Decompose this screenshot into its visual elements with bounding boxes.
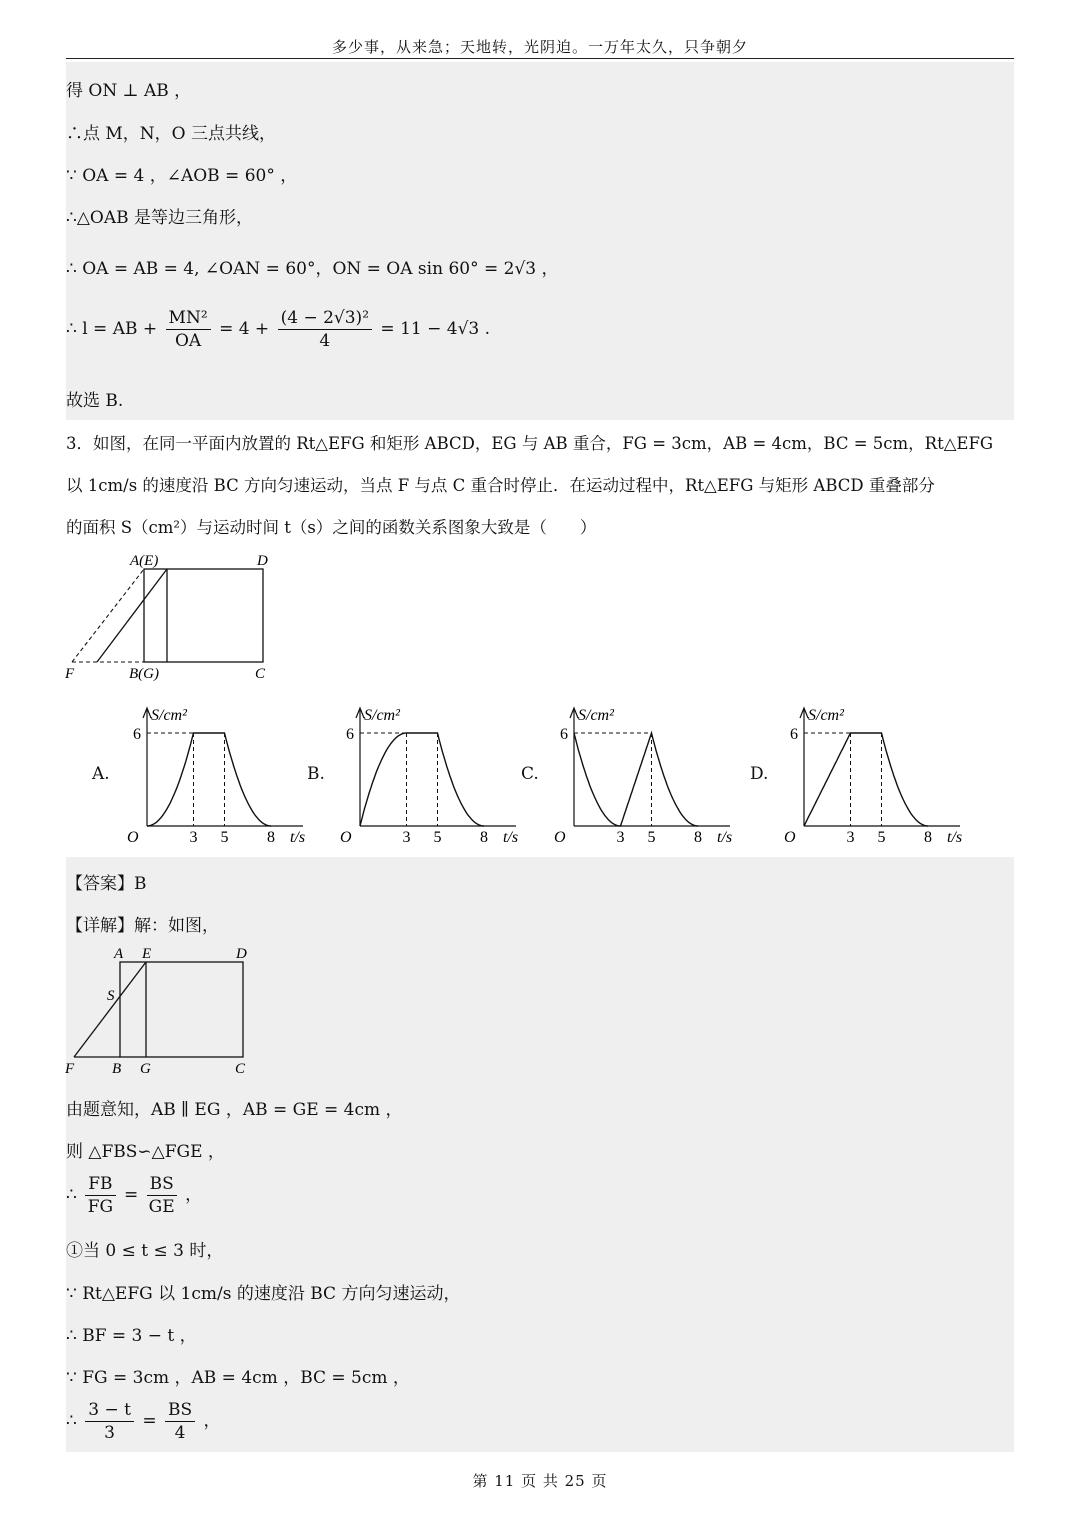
fraction-numerator: MN² <box>166 308 211 330</box>
rectangle-abcd <box>120 962 243 1057</box>
fraction-denominator: GE <box>148 1197 175 1217</box>
formula-prefix: ∴ l = AB + <box>66 319 158 339</box>
fraction-numerator: BS <box>147 1174 177 1196</box>
equals-sign: = <box>142 1411 157 1431</box>
y-axis-label: S/cm² <box>578 707 614 724</box>
fraction-denominator: FG <box>87 1197 114 1217</box>
solution-line-2: 则 △FBS∽△FGE ， <box>66 1142 225 1162</box>
origin-label: O <box>340 829 352 846</box>
prev-line-5: ∴ OA = AB = 4, ∠OAN = 60°，ON = OA sin 60° = 2√3 ， <box>66 259 559 279</box>
fraction-3-t-over-3 <box>85 1400 134 1443</box>
y-axis-label: S/cm² <box>364 707 400 724</box>
fraction-fb-fg <box>85 1174 115 1217</box>
option-b-graph <box>333 700 528 850</box>
question-line-1: 3．如图，在同一平面内放置的 Rt△EFG 和矩形 ABCD，EG 与 AB 重合，FG = 3cm，AB = 4cm，BC = 5cm，Rt△EFG <box>66 434 994 453</box>
function-curve <box>574 733 698 826</box>
fraction-numerator: BS <box>165 1400 195 1422</box>
label-g: G <box>140 1061 151 1077</box>
label-e: E <box>142 946 152 962</box>
x-tick-5: 5 <box>433 829 442 846</box>
label-c: C <box>255 666 266 682</box>
x-tick-3: 3 <box>189 829 198 846</box>
solution-line-4: ①当 0 ≤ t ≤ 3 时， <box>66 1241 224 1261</box>
origin-label: O <box>784 829 796 846</box>
label-d: D <box>257 553 268 569</box>
fraction-mn-oa <box>166 308 211 351</box>
option-a-letter: A. <box>92 764 110 784</box>
solution-line-1: 由题意知，AB ∥ EG ，AB = GE = 4cm ， <box>66 1100 403 1120</box>
x-tick-3: 3 <box>402 829 411 846</box>
fraction-bs-over-4 <box>165 1400 195 1443</box>
comma: ， <box>185 1185 203 1205</box>
comma: ， <box>203 1411 221 1431</box>
solution-line-7: ∵ FG = 3cm ，AB = 4cm ，BC = 5cm ， <box>66 1368 410 1388</box>
solution-line-6: ∴ BF = 3 − t ， <box>66 1326 197 1346</box>
fraction-square <box>278 308 372 351</box>
x-tick-8: 8 <box>924 829 932 846</box>
solution-figure <box>60 942 270 1082</box>
option-d-letter: D. <box>750 764 769 784</box>
x-axis-label: t/s <box>717 829 733 846</box>
equals-sign: = <box>123 1185 139 1205</box>
x-tick-5: 5 <box>220 829 229 846</box>
origin-label: O <box>127 829 139 846</box>
prev-line-2: ∴点 M，N，O 三点共线， <box>66 124 277 144</box>
segment-ef <box>74 962 146 1057</box>
prev-line-3: ∵ OA = 4 ，∠AOB = 60° ， <box>66 166 298 186</box>
therefore-symbol: ∴ <box>66 1411 77 1431</box>
answer-detail: 【详解】解：如图， <box>66 916 219 936</box>
x-axis-label: t/s <box>503 829 519 846</box>
function-curve <box>360 733 484 826</box>
option-c-graph <box>547 700 742 850</box>
solution-line-5: ∵ Rt△EFG 以 1cm/s 的速度沿 BC 方向匀速运动， <box>66 1284 461 1304</box>
y-axis-label: S/cm² <box>151 707 187 724</box>
origin-label: O <box>554 829 566 846</box>
label-f: F <box>65 666 75 682</box>
prev-solution-block <box>66 62 1014 420</box>
function-curve <box>804 733 928 826</box>
option-c-letter: C. <box>521 764 539 784</box>
header-motto: 多少事，从来急；天地转，光阴迫。一万年太久，只争朝夕 <box>331 38 748 56</box>
label-f: F <box>65 1061 75 1077</box>
x-tick-8: 8 <box>267 829 275 846</box>
y-tick-6: 6 <box>560 726 568 743</box>
x-tick-8: 8 <box>694 829 702 846</box>
formula-end: = 11 − 4√3 . <box>380 319 491 339</box>
question-line-3: 的面积 S（cm²）与运动时间 t（s）之间的函数关系图象大致是（ ） <box>66 518 597 537</box>
therefore-symbol: ∴ <box>66 1185 77 1205</box>
answer-label: 【答案】B <box>66 874 147 894</box>
page-number: 第 11 页 共 25 页 <box>472 1472 608 1490</box>
prev-line-4: ∴△OAB 是等边三角形， <box>66 208 253 228</box>
question-line-2: 以 1cm/s 的速度沿 BC 方向匀速运动，当点 F 与点 C 重合时停止．在运动过程中，Rt△EFG 与矩形 ABCD 重叠部分 <box>66 476 935 495</box>
label-b-g: B(G) <box>129 666 159 682</box>
solution-line-8 <box>66 1400 221 1443</box>
option-d-graph <box>777 700 972 850</box>
x-tick-5: 5 <box>877 829 886 846</box>
fraction-denominator: 4 <box>319 331 331 351</box>
question-figure <box>60 548 290 688</box>
label-a-e: A(E) <box>130 553 159 569</box>
y-tick-6: 6 <box>133 726 141 743</box>
page-header <box>66 0 1014 59</box>
prev-line-1: 得 ON ⊥ AB ， <box>66 81 192 101</box>
label-a: A <box>114 946 124 962</box>
label-c: C <box>235 1061 246 1077</box>
x-tick-3: 3 <box>616 829 625 846</box>
rectangle-abcd <box>144 569 263 662</box>
x-axis-label: t/s <box>947 829 963 846</box>
x-tick-5: 5 <box>647 829 656 846</box>
y-tick-6: 6 <box>790 726 798 743</box>
option-a-graph <box>120 700 315 850</box>
fraction-bs-ge <box>147 1174 177 1217</box>
y-tick-6: 6 <box>346 726 354 743</box>
x-tick-3: 3 <box>846 829 855 846</box>
fraction-denominator: OA <box>174 331 202 351</box>
fraction-denominator: 4 <box>174 1423 186 1443</box>
prev-choice: 故选 B. <box>66 391 124 411</box>
formula-mid: = 4 + <box>219 319 270 339</box>
fraction-denominator: 3 <box>104 1423 115 1443</box>
label-d: D <box>236 946 247 962</box>
label-s: S <box>107 988 115 1004</box>
y-axis-label: S/cm² <box>808 707 844 724</box>
x-axis-label: t/s <box>290 829 306 846</box>
prev-formula <box>66 308 490 351</box>
solution-line-3 <box>66 1174 202 1217</box>
function-curve <box>147 733 271 826</box>
fraction-numerator: 3 − t <box>85 1400 134 1422</box>
label-b: B <box>112 1061 122 1077</box>
option-b-letter: B. <box>307 764 325 784</box>
fraction-numerator: FB <box>85 1174 115 1196</box>
fraction-numerator: (4 − 2√3)² <box>278 308 372 330</box>
x-tick-8: 8 <box>480 829 488 846</box>
